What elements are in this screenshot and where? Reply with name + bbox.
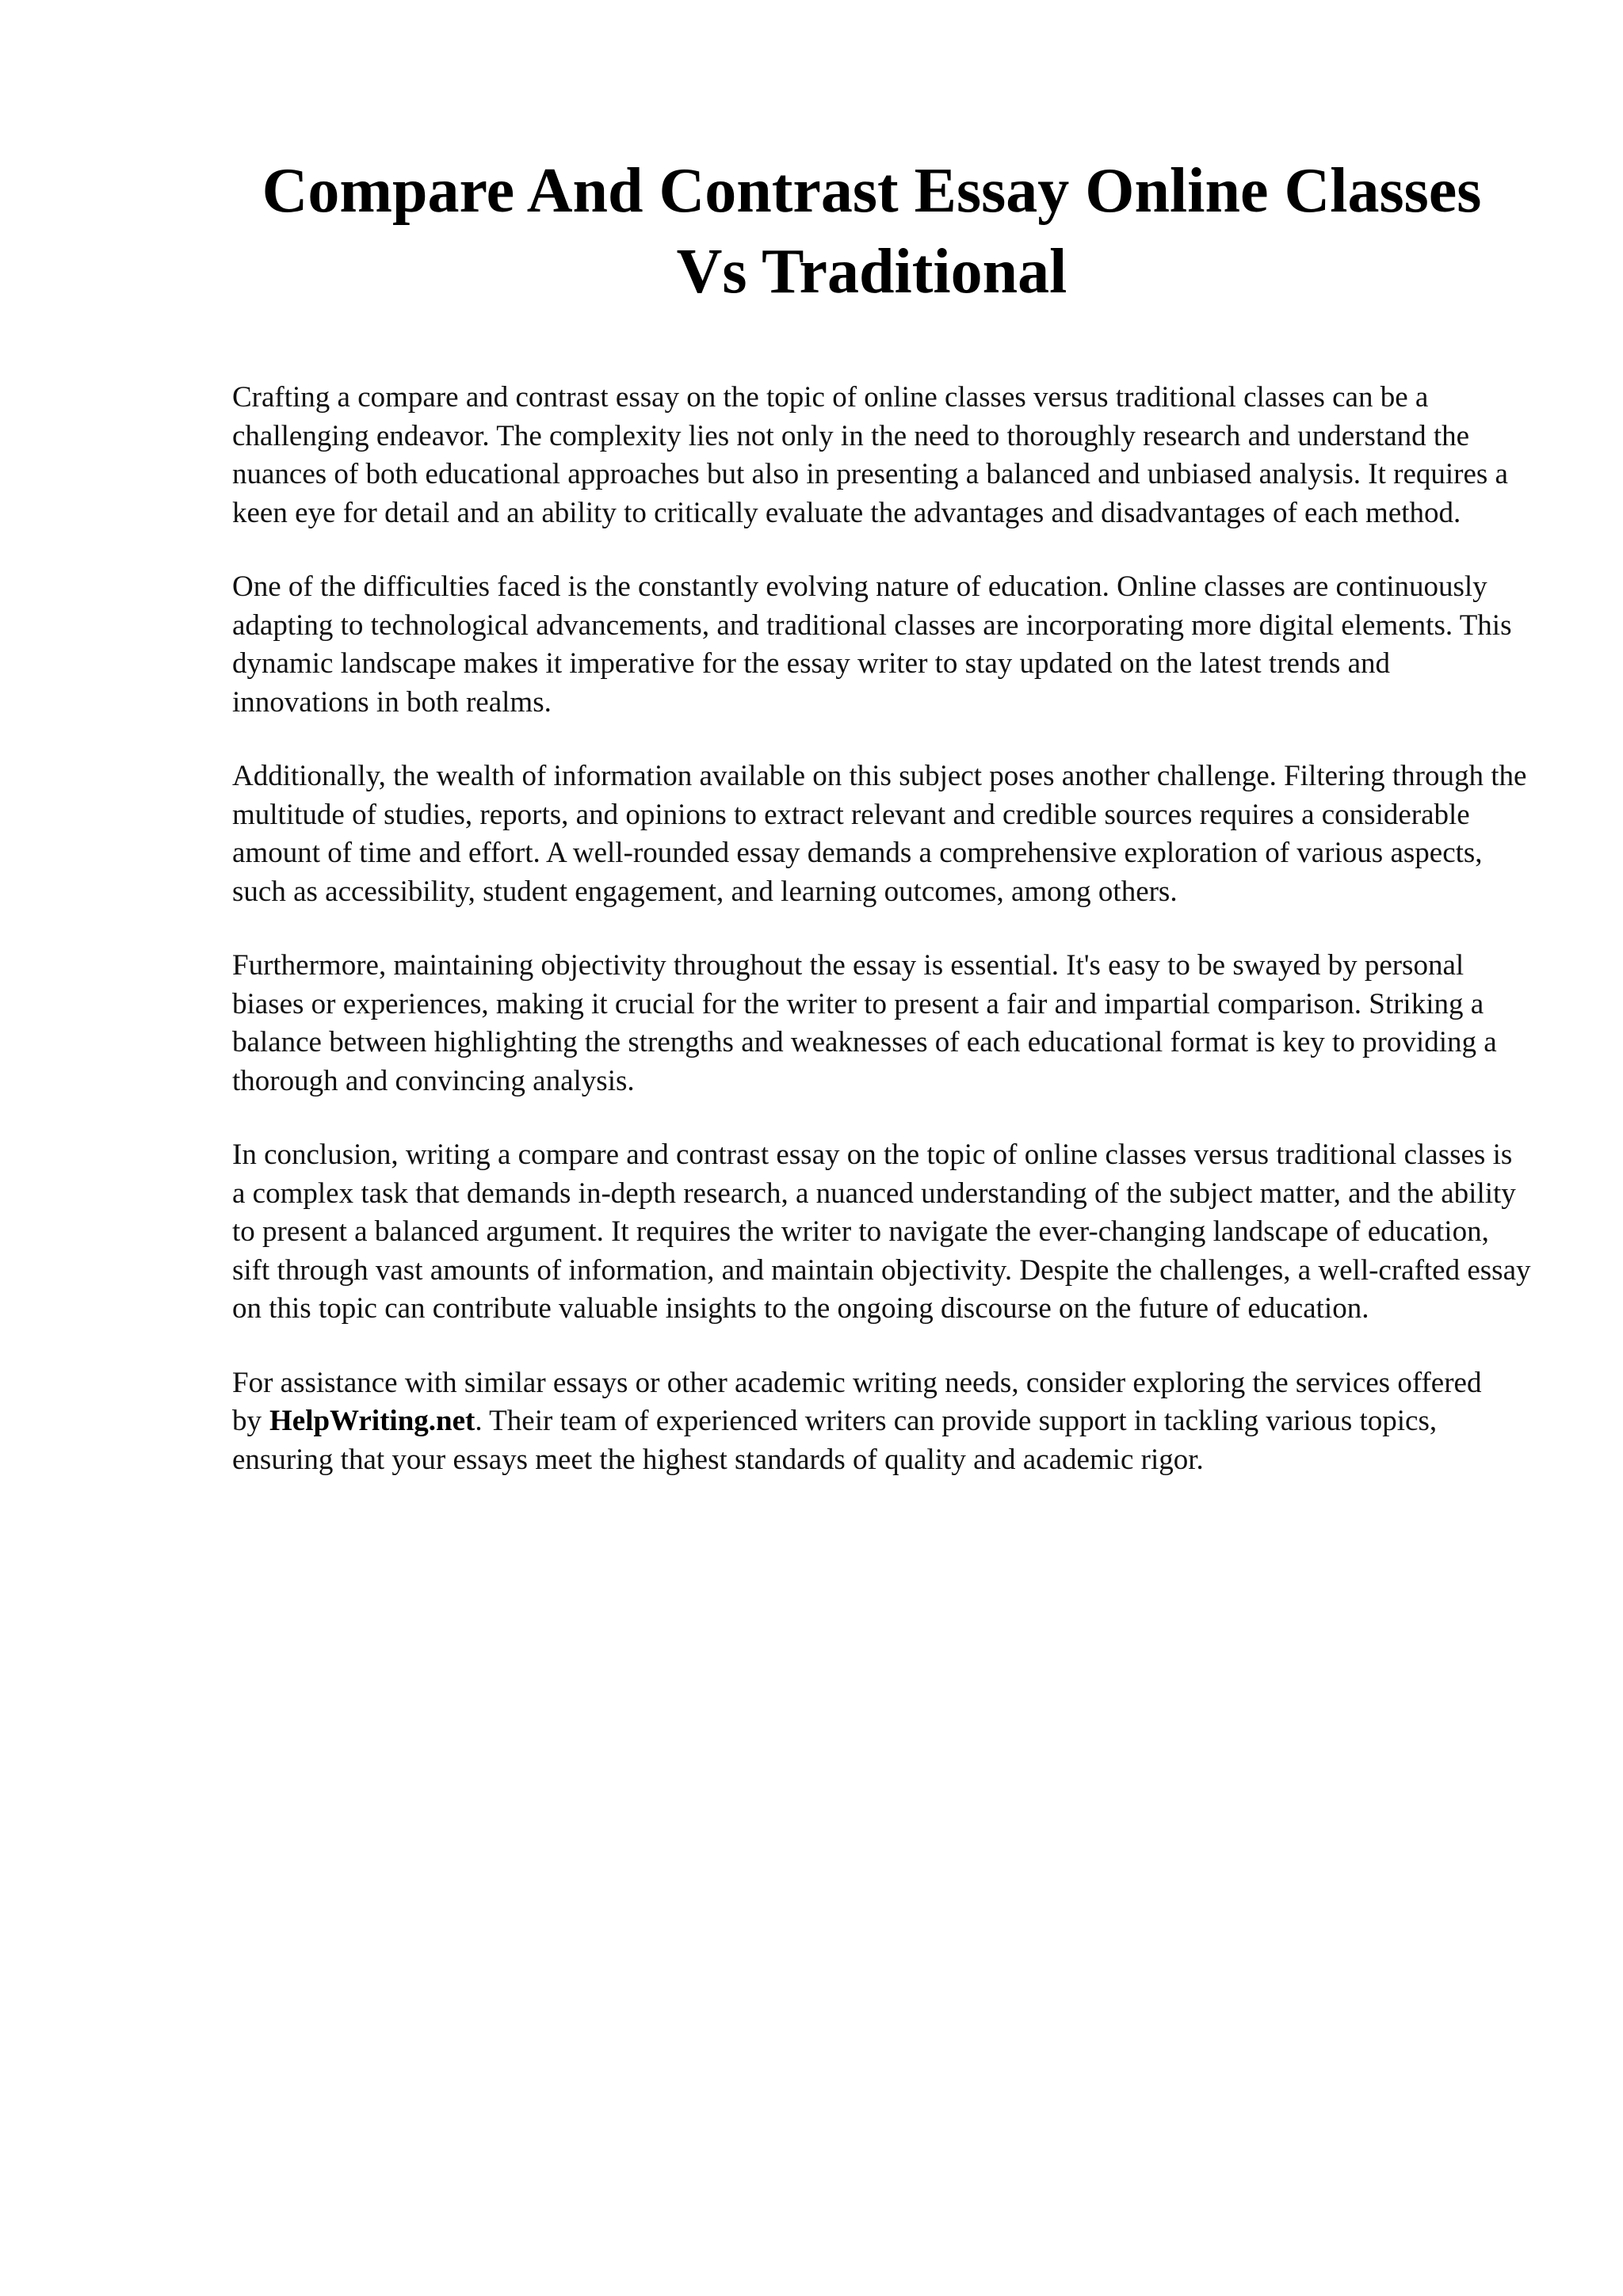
document-title: Compare And Contrast Essay Online Classes Vs Traditional	[262, 156, 1482, 307]
paragraph-closing	[232, 1364, 1532, 1480]
closing-text-before: For assistance with similar essays or other academic writing needs, consider exploring the services offered by	[232, 1366, 1482, 1437]
paragraph-conclusion: In conclusion, writing a compare and contrast essay on the topic of online classes versus traditional classes is a complex task that demands in-depth research, a nuanced understanding of the subject matter, and the ability to present a balanced argument. It requires the writer to navigate the ever-changing landscape of education, sift through vast amounts of information, and maintain objectivity. Despite the challenges, a well-crafted essay on this topic can contribute valuable insights to the ongoing discourse on the future of education.	[232, 1138, 1531, 1325]
paragraph-objectivity: Furthermore, maintaining objectivity throughout the essay is essential. It's easy to be swayed by personal biases or experiences, making it crucial for the writer to present a fair and impartial comparison. Striking a balance between highlighting the strengths and weaknesses of each educational format is key to providing a thorough and convincing analysis.	[232, 949, 1497, 1097]
document-body	[232, 379, 1532, 1515]
closing-text-after: . Their team of experienced writers can provide support in tackling various topics, ensuring that your essays meet the highest standards of quality and academic rigor.	[232, 1405, 1438, 1476]
paragraph-information-wealth: Additionally, the wealth of information available on this subject poses another challenge. Filtering through the multitude of studies, reports, and opinions to extract relevant and credible sources requires a considerable amount of time and effort. A well-rounded essay demands a comprehensive exploration of various aspects, such as accessibility, student engagement, and learning outcomes, among others.	[232, 760, 1527, 908]
paragraph-evolving-education: One of the difficulties faced is the constantly evolving nature of education. Online classes are continuously adapting to technological advancements, and traditional classes are incorporating more digital elements. This dynamic landscape makes it imperative for the essay writer to stay updated on the latest trends and innovations in both realms.	[232, 570, 1512, 719]
paragraph-intro: Crafting a compare and contrast essay on the topic of online classes versus traditional classes can be a challenging endeavor. The complexity lies not only in the need to thoroughly research and understand the nuances of both educational approaches but also in presenting a balanced and unbiased analysis. It requires a keen eye for detail and an ability to critically evaluate the advantages and disadvantages of each method.	[232, 381, 1508, 529]
helpwriting-brand-link[interactable]: HelpWriting.net	[269, 1405, 475, 1437]
